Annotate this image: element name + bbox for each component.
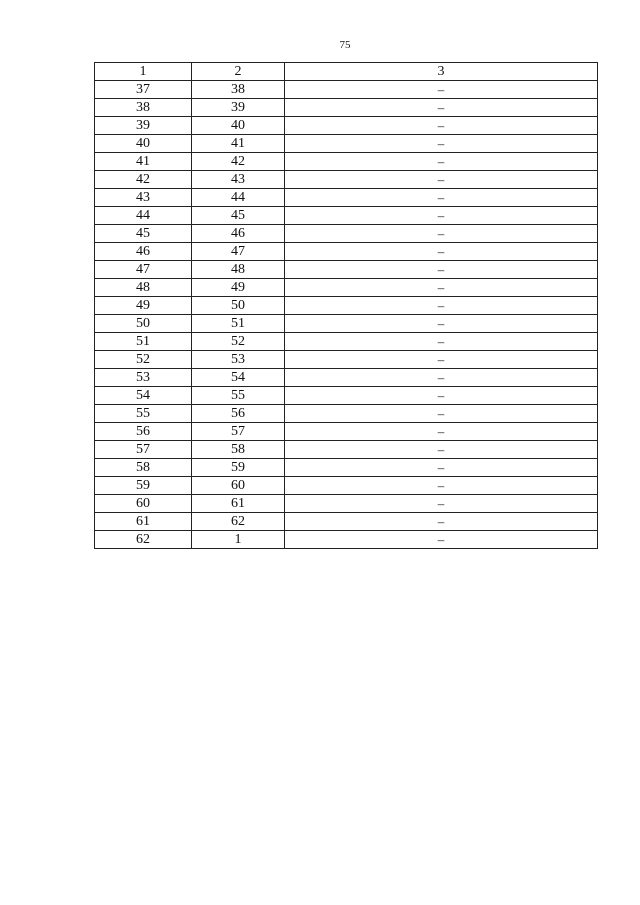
table-cell-col-2: 40: [192, 117, 285, 135]
table-cell-col-2: 50: [192, 297, 285, 315]
table-cell-col-1: 50: [95, 315, 192, 333]
table-row: [95, 135, 598, 153]
table-cell-col-2: 46: [192, 225, 285, 243]
table-cell-col-3: –: [285, 531, 598, 549]
table-cell-col-1: 48: [95, 279, 192, 297]
table-cell-col-2: 41: [192, 135, 285, 153]
table-cell-col-1: 41: [95, 153, 192, 171]
table-cell-col-1: 62: [95, 531, 192, 549]
table-row: [95, 117, 598, 135]
table-cell-col-2: 48: [192, 261, 285, 279]
table-cell-col-1: 56: [95, 423, 192, 441]
table-cell-col-3: –: [285, 225, 598, 243]
column-header-3: 3: [285, 63, 598, 81]
page-number: 75: [339, 39, 351, 51]
table-cell-col-3: –: [285, 477, 598, 495]
table-cell-col-3: –: [285, 495, 598, 513]
table-cell-col-3: –: [285, 171, 598, 189]
table-cell-col-2: 59: [192, 459, 285, 477]
table-cell-col-1: 46: [95, 243, 192, 261]
table-cell-col-3: –: [285, 423, 598, 441]
table-cell-col-3: –: [285, 459, 598, 477]
table-cell-col-1: 57: [95, 441, 192, 459]
table-cell-col-2: 43: [192, 171, 285, 189]
table-cell-col-3: –: [285, 261, 598, 279]
table-cell-col-3: –: [285, 135, 598, 153]
table-cell-col-3: –: [285, 333, 598, 351]
table-cell-col-1: 49: [95, 297, 192, 315]
table-row: [95, 207, 598, 225]
table-cell-col-3: –: [285, 243, 598, 261]
table-cell-col-2: 61: [192, 495, 285, 513]
table-row: [95, 243, 598, 261]
table-cell-col-3: –: [285, 207, 598, 225]
table-cell-col-1: 52: [95, 351, 192, 369]
table-row: [95, 531, 598, 549]
table-cell-col-1: 43: [95, 189, 192, 207]
table-row: [95, 225, 598, 243]
table-row: [95, 405, 598, 423]
table-cell-col-2: 57: [192, 423, 285, 441]
table-row: [95, 99, 598, 117]
table-row: [95, 495, 598, 513]
table-cell-col-1: 42: [95, 171, 192, 189]
table-row: [95, 279, 598, 297]
table-row: [95, 459, 598, 477]
table-row: [95, 423, 598, 441]
table-cell-col-2: 38: [192, 81, 285, 99]
table-cell-col-1: 58: [95, 459, 192, 477]
table-cell-col-2: 54: [192, 369, 285, 387]
table-cell-col-3: –: [285, 369, 598, 387]
table-row: [95, 441, 598, 459]
table-cell-col-3: –: [285, 351, 598, 369]
table-cell-col-2: 56: [192, 405, 285, 423]
table-cell-col-2: 42: [192, 153, 285, 171]
table-body: [95, 81, 598, 549]
table-cell-col-2: 52: [192, 333, 285, 351]
table-cell-col-1: 45: [95, 225, 192, 243]
table-cell-col-3: –: [285, 315, 598, 333]
table-cell-col-3: –: [285, 513, 598, 531]
table-row: [95, 333, 598, 351]
table-cell-col-2: 53: [192, 351, 285, 369]
table-cell-col-1: 38: [95, 99, 192, 117]
table-cell-col-3: –: [285, 81, 598, 99]
table-cell-col-1: 47: [95, 261, 192, 279]
table-cell-col-1: 61: [95, 513, 192, 531]
table-cell-col-2: 47: [192, 243, 285, 261]
table-row: [95, 189, 598, 207]
table-row: [95, 153, 598, 171]
table-cell-col-1: 60: [95, 495, 192, 513]
table-row: [95, 387, 598, 405]
table-row: [95, 261, 598, 279]
table-cell-col-2: 51: [192, 315, 285, 333]
table-cell-col-2: 62: [192, 513, 285, 531]
table-row: [95, 477, 598, 495]
table-cell-col-3: –: [285, 117, 598, 135]
table-cell-col-1: 37: [95, 81, 192, 99]
table-cell-col-1: 54: [95, 387, 192, 405]
table-cell-col-2: 49: [192, 279, 285, 297]
table-cell-col-3: –: [285, 99, 598, 117]
table-cell-col-3: –: [285, 405, 598, 423]
table-cell-col-3: –: [285, 279, 598, 297]
table-cell-col-1: 59: [95, 477, 192, 495]
table-cell-col-2: 45: [192, 207, 285, 225]
table-cell-col-2: 55: [192, 387, 285, 405]
table-cell-col-2: 39: [192, 99, 285, 117]
table-header-row: [95, 63, 598, 81]
table-cell-col-1: 44: [95, 207, 192, 225]
table-row: [95, 369, 598, 387]
table-row: [95, 81, 598, 99]
column-header-2: 2: [192, 63, 285, 81]
table-cell-col-1: 51: [95, 333, 192, 351]
table-cell-col-1: 40: [95, 135, 192, 153]
table-cell-col-3: –: [285, 297, 598, 315]
table-cell-col-2: 1: [192, 531, 285, 549]
table-cell-col-3: –: [285, 189, 598, 207]
table-cell-col-1: 53: [95, 369, 192, 387]
table-cell-col-3: –: [285, 441, 598, 459]
table-cell-col-3: –: [285, 153, 598, 171]
data-table: [94, 62, 598, 549]
table-cell-col-2: 44: [192, 189, 285, 207]
table-row: [95, 351, 598, 369]
table-row: [95, 297, 598, 315]
table-cell-col-3: –: [285, 387, 598, 405]
table-row: [95, 513, 598, 531]
table-row: [95, 171, 598, 189]
table-cell-col-2: 58: [192, 441, 285, 459]
table-row: [95, 315, 598, 333]
column-header-1: 1: [95, 63, 192, 81]
table-cell-col-1: 39: [95, 117, 192, 135]
table-cell-col-2: 60: [192, 477, 285, 495]
table-cell-col-1: 55: [95, 405, 192, 423]
